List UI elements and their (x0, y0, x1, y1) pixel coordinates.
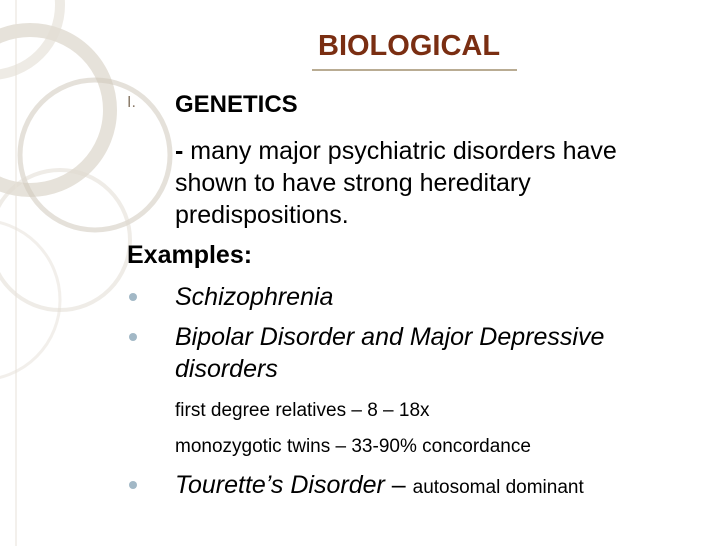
bullet-dot-icon (129, 333, 137, 341)
tourette-name: Tourette’s Disorder (175, 471, 385, 499)
bullet-schizophrenia: Schizophrenia (175, 283, 334, 311)
section-heading: GENETICS (175, 91, 298, 118)
section-description-line-3: predispositions. (175, 201, 349, 229)
tourette-separator: – (384, 471, 413, 499)
tourette-type: autosomal dominant (412, 477, 584, 498)
title-underline (312, 69, 517, 71)
bullet-dot-icon (129, 481, 137, 489)
slide-title: BIOLOGICAL (318, 30, 501, 62)
bullet-bipolar-line-1: Bipolar Disorder and Major Depressive (175, 323, 605, 351)
description-text-1: many major psychiatric disorders have (183, 137, 617, 165)
monozygotic-twins: monozygotic twins – 33-90% concordance (175, 436, 531, 457)
bullet-dot-icon (129, 293, 137, 301)
description-dash: - (175, 137, 184, 165)
section-description-line-2: shown to have strong hereditary (175, 169, 531, 197)
bullet-bipolar-line-2: disorders (175, 355, 278, 383)
bullet-tourette (175, 470, 584, 503)
first-degree-relatives: first degree relatives – 8 – 18x (175, 400, 430, 421)
examples-label: Examples: (127, 241, 253, 269)
section-description-line-1 (175, 136, 617, 166)
section-number: I. (127, 94, 136, 111)
